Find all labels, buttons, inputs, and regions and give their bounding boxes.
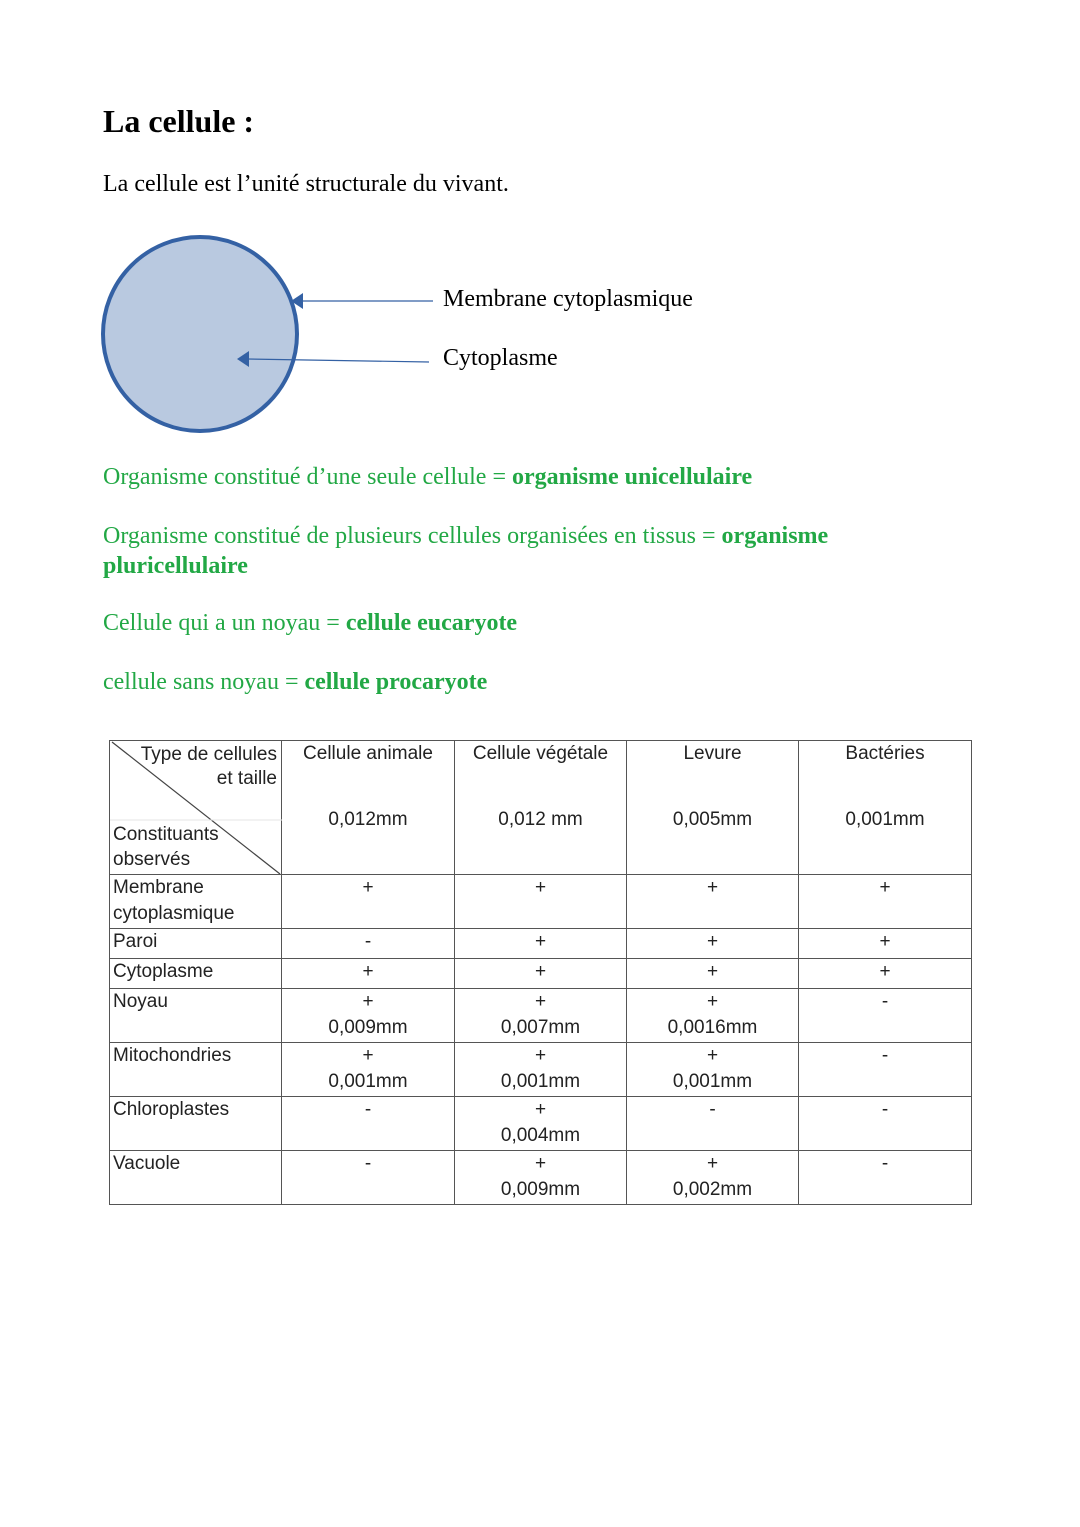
table-cell: + — [455, 929, 627, 959]
row-label: Chloroplastes — [110, 1097, 282, 1151]
table-cell: + 0,0016mm — [627, 989, 799, 1043]
table-cell: + — [799, 875, 972, 929]
table-cell: + 0,004mm — [455, 1097, 627, 1151]
row-label: Cytoplasme — [110, 959, 282, 989]
row-label: Mitochondries — [110, 1043, 282, 1097]
table-cell: + — [282, 875, 455, 929]
table-row — [110, 959, 972, 989]
table-cell: + 0,002mm — [627, 1151, 799, 1205]
page-title: La cellule : — [103, 103, 255, 139]
table-row — [110, 1043, 972, 1097]
table-cell: + — [455, 959, 627, 989]
table-cell: + — [799, 959, 972, 989]
table-body — [110, 875, 972, 1205]
table-cell: - — [799, 1097, 972, 1151]
definition-pluricellular: Organisme constitué de plusieurs cellules organisées en tissus = organisme pluricellulaire — [103, 523, 829, 579]
row-label: Paroi — [110, 929, 282, 959]
table-cell: - — [282, 929, 455, 959]
table-cell: + 0,009mm — [455, 1151, 627, 1205]
cytoplasm-label: Cytoplasme — [443, 345, 558, 371]
table-row — [110, 989, 972, 1043]
row-label: Vacuole — [110, 1151, 282, 1205]
table-cell: + 0,001mm — [455, 1043, 627, 1097]
cell-diagram-svg — [95, 228, 795, 443]
membrane-label: Membrane cytoplasmique — [443, 286, 693, 312]
table-cell: - — [282, 1151, 455, 1205]
table-cell: + 0,009mm — [282, 989, 455, 1043]
corner-top-label: Type de cellules et taille — [140, 744, 277, 789]
column-header: Levure 0,005mm — [627, 741, 799, 875]
table-header-row — [110, 741, 972, 875]
row-label: Membrane cytoplasmique — [110, 875, 282, 929]
table-cell: + — [627, 929, 799, 959]
table-cell: + — [627, 959, 799, 989]
cell-circle — [103, 237, 297, 431]
column-header: Cellule animale 0,012mm — [282, 741, 455, 875]
table-cell: + — [627, 875, 799, 929]
column-header: Bactéries 0,001mm — [799, 741, 972, 875]
row-label: Noyau — [110, 989, 282, 1043]
intro-text: La cellule est l’unité structurale du vivant. — [103, 171, 509, 197]
table-row — [110, 929, 972, 959]
table-cell: + — [282, 959, 455, 989]
table-cell: + 0,007mm — [455, 989, 627, 1043]
table-cell: + — [799, 929, 972, 959]
corner-bottom-label: Constituants observés — [113, 824, 219, 870]
table-cell: + 0,001mm — [627, 1043, 799, 1097]
table-cell: - — [799, 1151, 972, 1205]
table-row — [110, 875, 972, 929]
column-header: Cellule végétale 0,012 mm — [455, 741, 627, 875]
table-cell: - — [627, 1097, 799, 1151]
definition-prokaryote: cellule sans noyau = cellule procaryote — [103, 669, 488, 695]
cell-comparison-table — [109, 740, 972, 1205]
table-cell: + — [455, 875, 627, 929]
table-row — [110, 1097, 972, 1151]
cell-diagram — [95, 228, 795, 448]
cell-comparison-table-wrapper — [109, 740, 972, 1205]
table-cell: - — [799, 1043, 972, 1097]
table-cell: - — [282, 1097, 455, 1151]
table-cell: - — [799, 989, 972, 1043]
table-cell: + 0,001mm — [282, 1043, 455, 1097]
definition-eukaryote: Cellule qui a un noyau = cellule eucaryote — [103, 610, 518, 636]
table-corner-cell — [110, 741, 282, 875]
table-row — [110, 1151, 972, 1205]
definition-unicellular: Organisme constitué d’une seule cellule = organisme unicellulaire — [103, 464, 753, 490]
